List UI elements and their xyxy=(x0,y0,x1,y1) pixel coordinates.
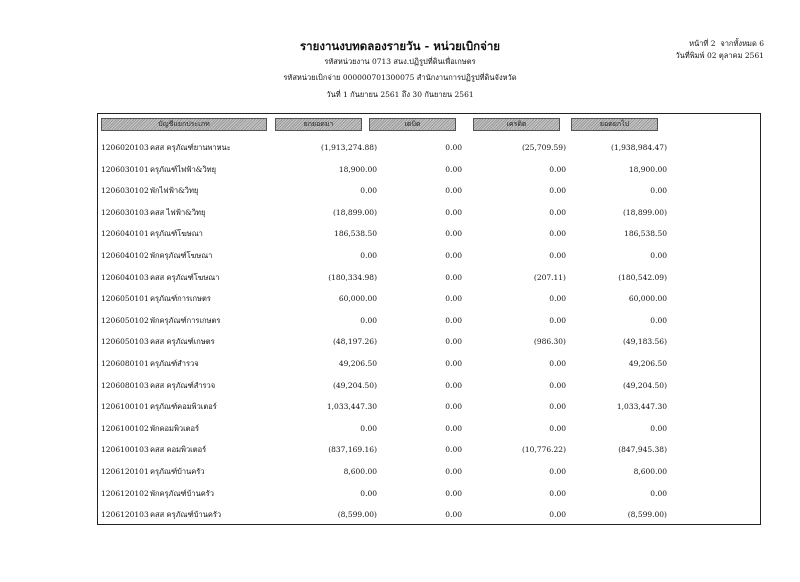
page-info xyxy=(675,38,764,62)
debit-amount: 0.00 xyxy=(445,164,462,174)
account-code: 1206100102 xyxy=(101,423,149,433)
account-code: 1206030102 xyxy=(101,186,149,196)
disbursement-unit-line: รหัสหน่วยเบิกจ่าย 000000701300075 สำนักงานการปฏิรูปที่ดินจังหวัด xyxy=(283,73,517,82)
ending-balance: (18,899.00) xyxy=(622,207,667,217)
account-name: คสส ครุภัณฑ์เกษตร xyxy=(150,337,215,347)
page-number: 2 xyxy=(710,39,716,48)
debit-amount: 0.00 xyxy=(445,143,462,152)
table-row xyxy=(0,163,800,177)
account-code: 1206040101 xyxy=(101,229,149,239)
debit-amount: 0.00 xyxy=(445,272,462,282)
page-label: หน้าที่ xyxy=(689,39,709,48)
column-header-account: บัญชีแยกประเภท xyxy=(101,118,267,131)
account-name: คสส ไฟฟ้า&วิทยุ xyxy=(150,207,206,217)
beginning-balance: 60,000.00 xyxy=(338,294,377,304)
table-row xyxy=(0,141,800,155)
ending-balance: 60,000.00 xyxy=(628,294,667,304)
ending-balance: 0.00 xyxy=(650,488,667,498)
ending-balance: 18,900.00 xyxy=(628,164,667,174)
print-date: 02 ตุลาคม 2561 xyxy=(706,51,764,60)
debit-amount: 0.00 xyxy=(445,315,462,325)
credit-amount: (25,709.59) xyxy=(521,143,566,152)
table-row xyxy=(0,422,800,436)
column-header-ending: ยอดยกไป xyxy=(571,118,658,131)
debit-amount: 0.00 xyxy=(445,207,462,217)
ending-balance: (8,599.00) xyxy=(627,510,667,520)
beginning-balance: (8,599.00) xyxy=(337,510,377,520)
ending-balance: 8,600.00 xyxy=(633,467,667,476)
debit-amount: 0.00 xyxy=(445,467,462,476)
ending-balance: (847,945.38) xyxy=(618,445,667,455)
beginning-balance: (837,169.16) xyxy=(328,445,377,455)
column-header-beginning: ยกยอดมา xyxy=(275,118,362,131)
table-row xyxy=(0,249,800,263)
table-row xyxy=(0,184,800,198)
credit-amount: 0.00 xyxy=(549,510,566,520)
agency-line: รหัสหน่วยงาน 0713 สนง.ปฏิรูปที่ดินเพื่อเกษตร xyxy=(324,57,476,66)
credit-amount: (207.11) xyxy=(533,272,566,282)
account-name: ครุภัณฑ์การเกษตร xyxy=(150,294,211,304)
account-code: 1206050103 xyxy=(101,337,149,347)
table-row xyxy=(0,443,800,457)
beginning-balance: 0.00 xyxy=(360,315,377,325)
debit-amount: 0.00 xyxy=(445,229,462,239)
beginning-balance: (48,197.26) xyxy=(332,337,377,347)
table-row xyxy=(0,206,800,220)
credit-amount: 0.00 xyxy=(549,380,566,390)
table-header xyxy=(97,115,759,133)
ending-balance: (180,542.09) xyxy=(618,272,667,282)
table-row xyxy=(0,357,800,371)
table-row xyxy=(0,314,800,328)
account-code: 1206100101 xyxy=(101,402,149,412)
table-row xyxy=(0,227,800,241)
account-code: 1206050101 xyxy=(101,294,149,304)
table-row xyxy=(0,292,800,306)
period-line: วันที่ 1 กันยายน 2561 ถึง 30 กันยายน 2561 xyxy=(326,90,474,99)
credit-amount: 0.00 xyxy=(549,467,566,476)
debit-amount: 0.00 xyxy=(445,510,462,520)
debit-amount: 0.00 xyxy=(445,251,462,260)
table-row xyxy=(0,400,800,414)
debit-amount: 0.00 xyxy=(445,488,462,498)
total-pages: 6 xyxy=(759,39,764,48)
table-row xyxy=(0,335,800,349)
account-code: 1206050102 xyxy=(101,315,149,325)
debit-amount: 0.00 xyxy=(445,380,462,390)
credit-amount: 0.00 xyxy=(549,423,566,433)
ending-balance: 0.00 xyxy=(650,186,667,196)
beginning-balance: 18,900.00 xyxy=(338,164,377,174)
table-row xyxy=(0,465,800,479)
credit-amount: 0.00 xyxy=(549,359,566,368)
account-name: คสส ครุภัณฑ์ยานพาหนะ xyxy=(150,143,231,152)
beginning-balance: (1,913,274.88) xyxy=(321,143,377,152)
account-name: ครุภัณฑ์บ้านครัว xyxy=(150,467,205,476)
table-row xyxy=(0,508,800,522)
beginning-balance: (180,334.98) xyxy=(328,272,377,282)
account-name: ครุภัณฑ์ไฟฟ้า&วิทยุ xyxy=(150,164,217,174)
account-code: 1206040103 xyxy=(101,272,149,282)
ending-balance: 186,538.50 xyxy=(624,229,667,239)
account-code: 1206040102 xyxy=(101,251,149,260)
ending-balance: 0.00 xyxy=(650,315,667,325)
debit-amount: 0.00 xyxy=(445,402,462,412)
beginning-balance: 8,600.00 xyxy=(343,467,377,476)
credit-amount: (10,776.22) xyxy=(521,445,566,455)
account-name: ครุภัณฑ์สำรวจ xyxy=(150,359,199,368)
table-row xyxy=(0,487,800,501)
account-code: 1206100103 xyxy=(101,445,149,455)
table-row xyxy=(0,379,800,393)
account-code: 1206120102 xyxy=(101,488,149,498)
account-name: ครุภัณฑ์โฆษณา xyxy=(150,229,203,239)
account-name: พักครุภัณฑ์บ้านครัว xyxy=(150,488,215,498)
credit-amount: 0.00 xyxy=(549,229,566,239)
beginning-balance: 0.00 xyxy=(360,423,377,433)
account-code: 1206120101 xyxy=(101,467,149,476)
column-header-credit: เครดิต xyxy=(473,118,560,131)
debit-amount: 0.00 xyxy=(445,359,462,368)
beginning-balance: (18,899.00) xyxy=(332,207,377,217)
credit-amount: 0.00 xyxy=(549,402,566,412)
credit-amount: 0.00 xyxy=(549,186,566,196)
ending-balance: (1,938,984.47) xyxy=(611,143,667,152)
report-title: รายงานงบทดลองรายวัน - หน่วยเบิกจ่าย xyxy=(299,39,501,53)
account-name: พักไฟฟ้า&วิทยุ xyxy=(150,186,199,196)
credit-amount: (986.30) xyxy=(533,337,566,347)
ending-balance: 49,206.50 xyxy=(628,359,667,368)
account-name: พักครุภัณฑ์การเกษตร xyxy=(150,315,221,325)
beginning-balance: 0.00 xyxy=(360,186,377,196)
account-name: พักคอมพิวเตอร์ xyxy=(150,423,200,433)
beginning-balance: 1,033,447.30 xyxy=(326,402,377,412)
credit-amount: 0.00 xyxy=(549,251,566,260)
ending-balance: 0.00 xyxy=(650,423,667,433)
beginning-balance: 49,206.50 xyxy=(338,359,377,368)
account-name: พักครุภัณฑ์โฆษณา xyxy=(150,251,213,260)
credit-amount: 0.00 xyxy=(549,315,566,325)
debit-amount: 0.00 xyxy=(445,294,462,304)
credit-amount: 0.00 xyxy=(549,164,566,174)
beginning-balance: (49,204.50) xyxy=(332,380,377,390)
ending-balance: (49,183.56) xyxy=(622,337,667,347)
beginning-balance: 0.00 xyxy=(360,488,377,498)
print-date-label: วันที่พิมพ์ xyxy=(675,51,705,60)
account-code: 1206080101 xyxy=(101,359,149,368)
debit-amount: 0.00 xyxy=(445,445,462,455)
credit-amount: 0.00 xyxy=(549,488,566,498)
ending-balance: 0.00 xyxy=(650,251,667,260)
table-row xyxy=(0,271,800,285)
column-header-debit: เดบิต xyxy=(369,118,456,131)
account-code: 1206030103 xyxy=(101,207,149,217)
debit-amount: 0.00 xyxy=(445,337,462,347)
ending-balance: (49,204.50) xyxy=(622,380,667,390)
account-code: 1206080103 xyxy=(101,380,149,390)
ending-balance: 1,033,447.30 xyxy=(616,402,667,412)
account-code: 1206030101 xyxy=(101,164,149,174)
credit-amount: 0.00 xyxy=(549,207,566,217)
account-name: คสส คอมพิวเตอร์ xyxy=(150,445,207,455)
debit-amount: 0.00 xyxy=(445,423,462,433)
credit-amount: 0.00 xyxy=(549,294,566,304)
account-name: คสส ครุภัณฑ์สำรวจ xyxy=(150,380,216,390)
account-name: คสส ครุภัณฑ์โฆษณา xyxy=(150,272,220,282)
account-name: ครุภัณฑ์คอมพิวเตอร์ xyxy=(150,402,217,412)
total-label: จากทั้งหมด xyxy=(720,39,757,48)
account-code: 1206020103 xyxy=(101,143,149,152)
beginning-balance: 0.00 xyxy=(360,251,377,260)
beginning-balance: 186,538.50 xyxy=(334,229,377,239)
account-code: 1206120103 xyxy=(101,510,149,520)
account-name: คสส ครุภัณฑ์บ้านครัว xyxy=(150,510,222,520)
debit-amount: 0.00 xyxy=(445,186,462,196)
